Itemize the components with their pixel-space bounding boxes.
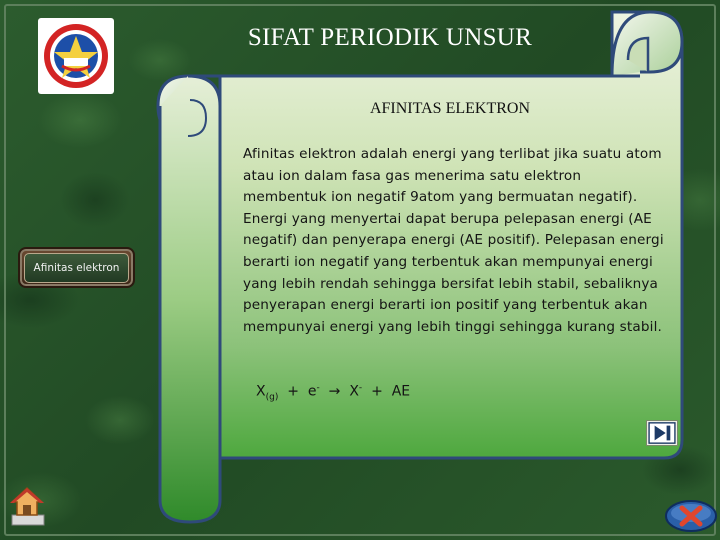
electron-affinity-equation: [256, 383, 410, 402]
afinitas-elektron-button-label: Afinitas elektron: [24, 253, 129, 283]
home-icon: [8, 485, 46, 527]
definition-paragraph: Afinitas elektron adalah energi yang terlibat jika suatu atom atau ion dalam fasa gas menerima satu elektron membentuk ion negatif 9atom yang bermuatan negatif). Energi yang menyertai dapat berupa pelepasan energi (AE negatif) dan penyerapa energi (AE positif). Pelepasan energi berarti ion negatif yang terbentuk akan mempunyai energi yang lebih rendah sehingga bersifat lebih stabil, sebaliknya penyerapan energi berarti ion positif yang terbentuk akan mempunyai energi yang lebih tinggi sehingga kurang stabil.: [243, 146, 664, 335]
next-button[interactable]: [646, 420, 678, 446]
page-title: SIFAT PERIODIK UNSUR: [247, 24, 533, 51]
equation-energy: AE: [391, 383, 411, 400]
exit-button[interactable]: [664, 498, 718, 534]
equation-product-charge: -: [358, 383, 363, 393]
next-arrow-icon: [647, 421, 677, 445]
equation-product: X: [349, 383, 359, 400]
equation-state: (g): [265, 392, 279, 403]
equation-electron-charge: -: [316, 383, 320, 393]
section-heading: AFINITAS ELEKTRON: [369, 100, 531, 117]
equation-plus: +: [371, 383, 383, 400]
afinitas-elektron-button[interactable]: [18, 247, 135, 288]
equation-plus: +: [287, 383, 299, 400]
equation-reactant: X: [256, 383, 266, 400]
equation-arrow: →: [328, 383, 341, 400]
close-icon: [664, 498, 718, 534]
home-button[interactable]: [8, 485, 46, 527]
equation-electron: e: [307, 383, 317, 400]
